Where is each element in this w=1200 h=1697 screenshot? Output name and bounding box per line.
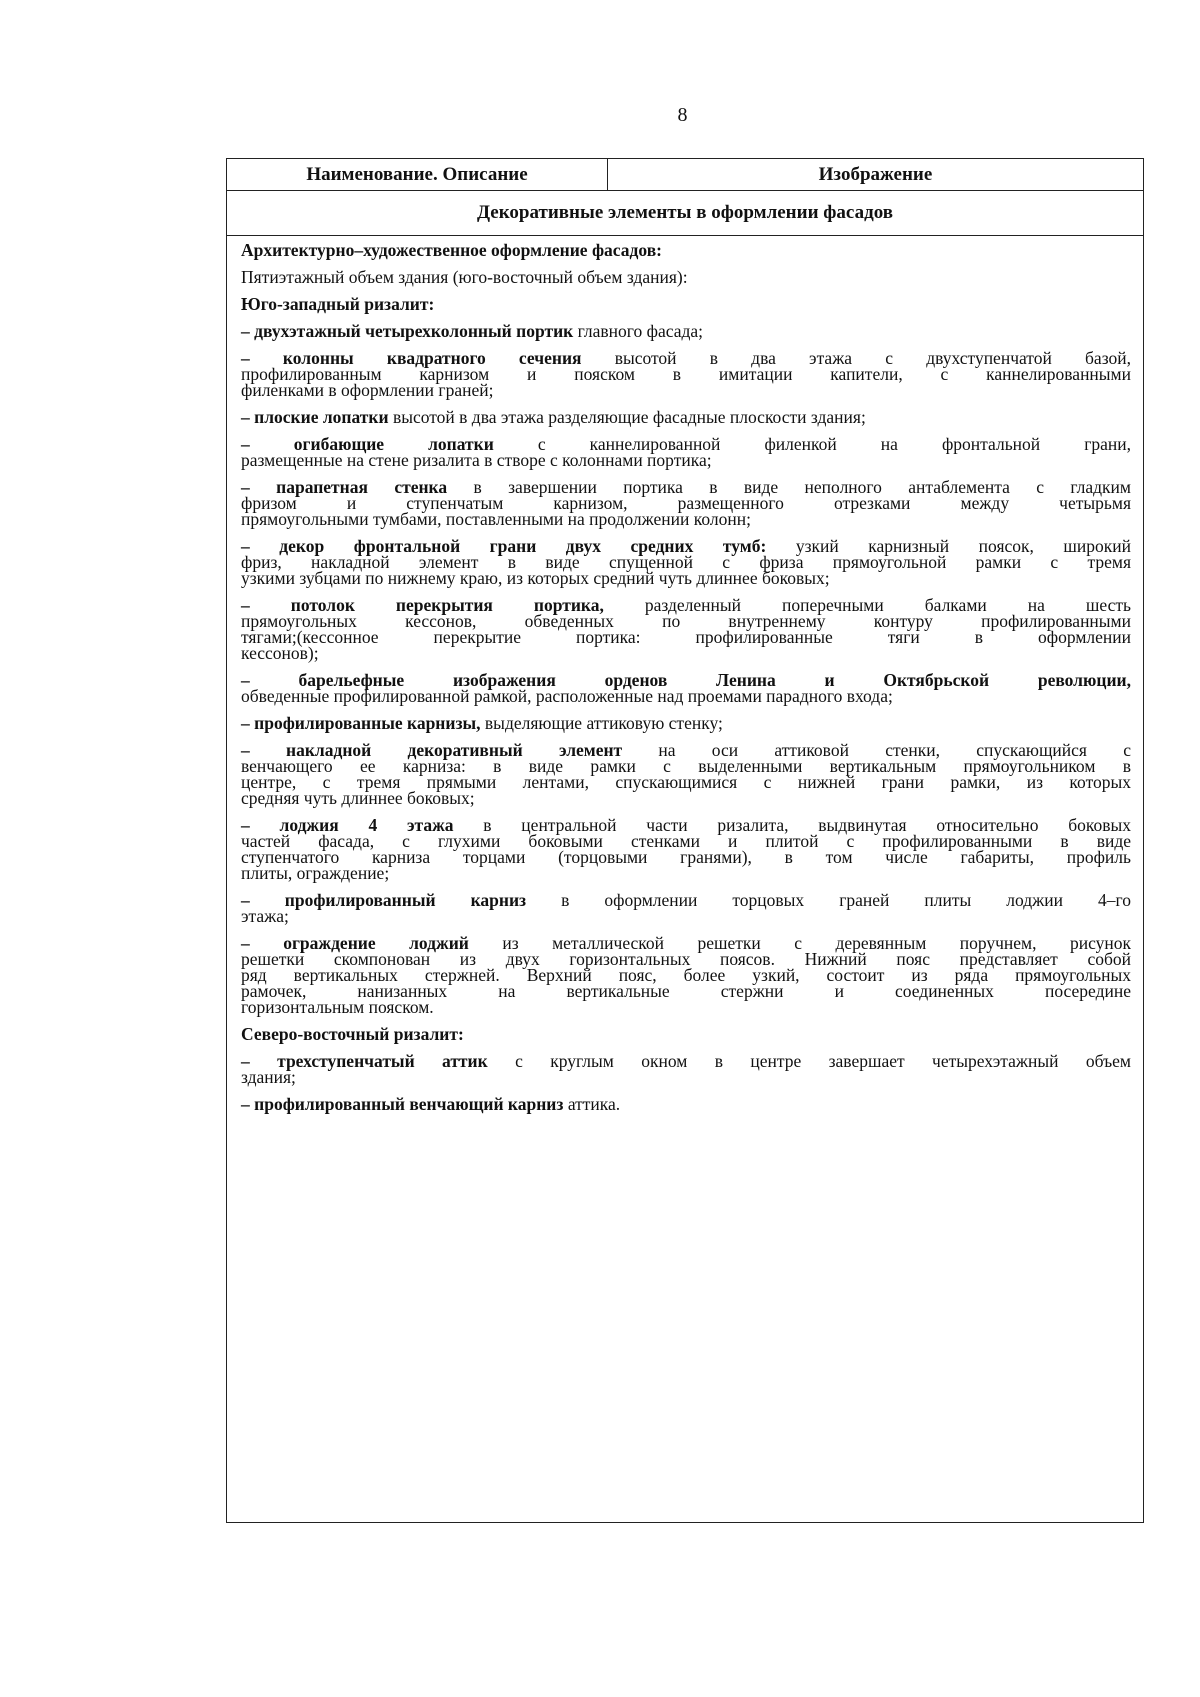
item-text: в оформлении торцовых граней плиты лоджии 4–го [526, 890, 1131, 910]
item-term: – декор фронтальной грани двух средних тумб: [241, 536, 767, 556]
table-body [227, 236, 1143, 1112]
item-text: ступенчатого карниза торцами (торцовыми гранями), в том числе габариты, профиль [241, 847, 1131, 867]
item-text: здания; [241, 1067, 296, 1087]
item-text: кессонов); [241, 643, 319, 663]
list-item-pedestal-decor [241, 538, 1131, 586]
description-table [226, 158, 1144, 1523]
item-term: – колонны квадратного сечения [241, 348, 582, 368]
list-item-cornices [241, 715, 1131, 731]
item-text: с каннелированной филенкой на фронтальной грани, [493, 434, 1131, 454]
item-text: этажа; [241, 906, 289, 926]
item-text: в завершении портика в виде неполного антаблемента с гладким [447, 477, 1131, 497]
list-item-bas-reliefs [241, 672, 1131, 704]
item-term: – плоские лопатки [241, 407, 389, 427]
item-term: – лоджия 4 этажа [241, 815, 454, 835]
item-text: решетки скомпонован из двух горизонтальных поясов. Нижний пояс представляет собой [241, 949, 1131, 969]
list-item-wrapping-pilasters [241, 436, 1131, 468]
item-term: – огибающие лопатки [241, 434, 494, 454]
list-item-portico-ceiling [241, 597, 1131, 661]
item-term: – профилированный карниз [241, 890, 527, 910]
item-term: – трехступенчатый аттик [241, 1051, 488, 1071]
list-item-loggia-railing [241, 935, 1131, 1015]
heading-facade-design: Архитектурно–художественное оформление фасадов: [241, 240, 662, 260]
list-item-portico [241, 323, 1131, 339]
subheading-volume: Пятиэтажный объем здания (юго-восточный объем здания): [241, 267, 688, 287]
item-text: аттика. [563, 1094, 621, 1114]
item-term: – барельефные изображения орденов Ленина и Октябрьской революции, [241, 670, 1131, 690]
item-text: в центральной части ризалита, выдвинутая относительно боковых [453, 815, 1131, 835]
item-text: рамочек, нанизанных на вертикальные стержни и соединенных посередине [241, 981, 1131, 1001]
list-item-attic [241, 1053, 1131, 1085]
list-item-parapet [241, 479, 1131, 527]
item-term: – потолок перекрытия портика, [241, 595, 604, 615]
item-text: выделяющие аттиковую стенку; [480, 713, 723, 733]
item-term: – профилированный венчающий карниз [241, 1094, 564, 1114]
page-number: 8 [677, 104, 688, 126]
header-image: Изображение [818, 163, 933, 185]
item-term: – накладной декоративный элемент [241, 740, 623, 760]
item-text: средняя чуть длиннее боковых; [241, 788, 475, 808]
item-term: – парапетная стенка [241, 477, 448, 497]
item-text: фриз, накладной элемент в виде спущенной с фриза прямоугольной рамки с тремя [241, 552, 1131, 572]
table-header-row [227, 159, 1143, 191]
item-text: профилированным карнизом и пояском в имитации капители, с каннелированными [241, 364, 1131, 384]
item-text: филенками в оформлении граней; [241, 380, 494, 400]
heading-southwest-risalit: Юго-западный ризалит: [241, 294, 435, 314]
item-text: разделенный поперечными балками на шесть [603, 595, 1131, 615]
item-term: – ограждение лоджий [241, 933, 469, 953]
item-term: – профилированные карнизы, [241, 713, 481, 733]
heading-northeast-risalit: Северо-восточный ризалит: [241, 1024, 464, 1044]
item-text: венчающего ее карниза: в виде рамки с выделенными вертикальным прямоугольником в [241, 756, 1131, 776]
list-item-attic-cornice [241, 1096, 1131, 1112]
section-title: Декоративные элементы в оформлении фасадов [227, 191, 1143, 236]
item-text: узкий карнизный поясок, широкий [766, 536, 1131, 556]
item-text: обведенные профилированной рамкой, расположенные над проемами парадного входа; [241, 686, 893, 706]
item-text: прямоугольными тумбами, поставленными на продолжении колонн; [241, 509, 751, 529]
item-text: высотой в два этажа разделяющие фасадные плоскости здания; [388, 407, 866, 427]
item-text: узкими зубцами по нижнему краю, из которых средний чуть длиннее боковых; [241, 568, 830, 588]
item-text: тягами;(кессонное перекрытие портика: профилированные тяги в оформлении [241, 627, 1131, 647]
list-item-pilasters [241, 409, 1131, 425]
list-item-overlay-element [241, 742, 1131, 806]
item-text: из металлической решетки с деревянным поручнем, рисунок [468, 933, 1131, 953]
item-text: фризом и ступенчатым карнизом, размещенного отрезками между четырьмя [241, 493, 1131, 513]
item-text: с круглым окном в центре завершает четырехэтажный объем [487, 1051, 1132, 1071]
item-text: центре, с тремя прямыми лентами, спускающимися с нижней грани рамки, из которых [241, 772, 1131, 792]
item-text: размещенные на стене ризалита в створе с колоннами портика; [241, 450, 712, 470]
item-term: – двухэтажный четырехколонный портик [241, 321, 574, 341]
item-text: прямоугольных кессонов, обведенных по внутреннему контуру профилированными [241, 611, 1131, 631]
list-item-loggia [241, 817, 1131, 881]
list-item-loggia-cornice [241, 892, 1131, 924]
list-item-columns [241, 350, 1131, 398]
item-text: частей фасада, с глухими боковыми стенками и плитой с профилированными в виде [241, 831, 1131, 851]
item-text: горизонтальным пояском. [241, 997, 434, 1017]
header-name-description: Наименование. Описание [227, 159, 608, 190]
item-text: высотой в два этажа с двухступенчатой базой, [581, 348, 1131, 368]
item-text: главного фасада; [573, 321, 704, 341]
item-text: плиты, ограждение; [241, 863, 390, 883]
item-text: на оси аттиковой стенки, спускающийся с [622, 740, 1131, 760]
item-text: ряд вертикальных стержней. Верхний пояс, более узкий, состоит из ряда прямоугольных [241, 965, 1131, 985]
